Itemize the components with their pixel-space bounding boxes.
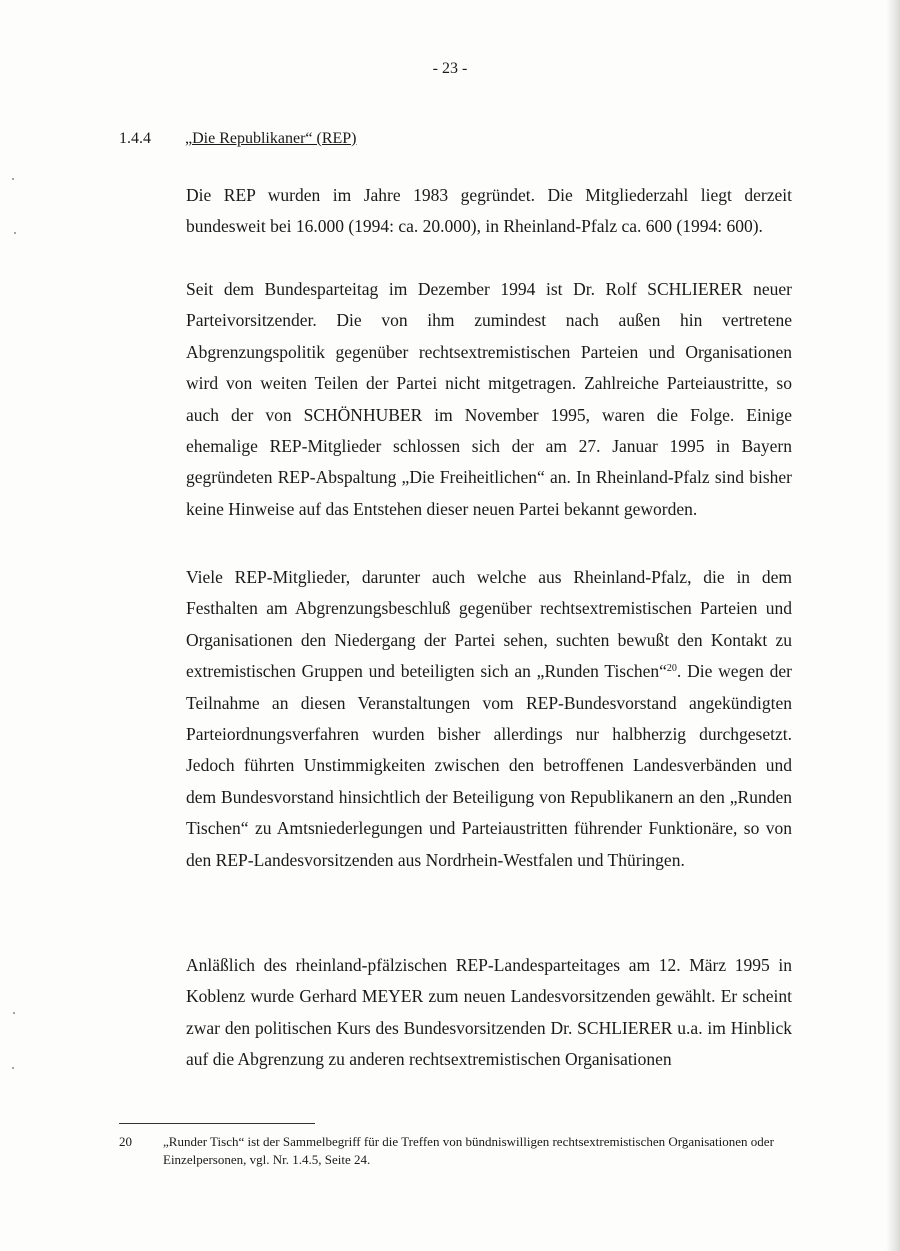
paragraph-state-convention [186,950,792,1076]
scan-speck [14,232,16,234]
paragraph-round-tables [186,562,792,876]
footnote-divider [119,1123,315,1124]
footnote-number: 20 [119,1134,132,1149]
paragraph-text-part: Viele REP-Mitglieder, darunter auch welche aus Rheinland-Pfalz, die in dem Festhalten am Abgrenzungsbeschluß gegenüber rechtsextremistischen Parteien und Organisationen den Niedergang der Partei sehen, suchten bewußt den Kontakt zu extremistischen Gruppen und beteiligten sich an „Runden Tischen“ [186,567,792,682]
paragraph-text: Anläßlich des rheinland-pfälzischen REP-Landesparteitages am 12. März 1995 in Koblenz wurde Gerhard MEYER zum neuen Landesvorsitzenden gewählt. Er scheint zwar den politischen Kurs des Bundesvorsitzenden Dr. SCHLIERER u.a. im Hinblick auf die Abgrenzung zu anderen rechtsextremistischen Organisationen [186,955,792,1070]
paragraph-founding [186,180,792,243]
scan-speck [13,1012,15,1014]
paragraph-text: Seit dem Bundesparteitag im Dezember 1994 ist Dr. Rolf SCHLIERER neuer Parteivorsitzender. Die von ihm zumindest nach außen hin vertretene Abgrenzungspolitik gegenüber rechtsextremistischen Parteien und Organisationen wird von weiten Teilen der Partei nicht mitgetragen. Zahlreiche Parteiaustritte, so auch der von SCHÖNHUBER im November 1995, waren die Folge. Einige ehemalige REP-Mitglieder schlossen sich der am 27. Januar 1995 in Bayern gegründeten REP-Abspaltung „Die Freiheitlichen“ an. In Rheinland-Pfalz sind bisher keine Hinweise auf das Entstehen dieser neuen Partei bekannt geworden. [186,279,792,519]
footnote-text: „Runder Tisch“ ist der Sammelbegriff für die Treffen von bündniswilligen rechtsextremistischen Organisationen oder Einzelpersonen, vgl. Nr. 1.4.5, Seite 24. [163,1134,774,1167]
section-heading [119,130,357,148]
paragraph-text [186,562,792,876]
section-title: „Die Republikaner“ (REP) [185,130,357,147]
paragraph-text-part: . Die wegen der Teilnahme an diesen Veranstaltungen vom REP-Bundesvorstand angekündigten Parteiordnungsverfahren wurden bisher allerdings nur halbherzig durchgesetzt. Jedoch führten Unstimmigkeiten zwischen den betroffenen Landesverbänden und dem Bundesvorstand hinsichtlich der Beteiligung von Republikanern an den „Runden Tischen“ zu Amtsniederlegungen und Parteiaustritten führender Funktionäre, so von den REP-Landesvorsitzenden aus Nordrhein-Westfalen und Thüringen. [186,661,792,870]
section-number: 1.4.4 [119,130,151,147]
page-number: - 23 - [432,60,468,77]
scan-edge-shadow [886,0,900,1251]
footnote-reference: 20 [666,663,677,675]
paragraph-text: Die REP wurden im Jahre 1983 gegründet. Die Mitgliederzahl liegt derzeit bundesweit bei 16.000 (1994: ca. 20.000), in Rheinland-Pfalz ca. 600 (1994: 600). [186,185,792,237]
paragraph-party-chair [186,274,792,525]
scan-speck [12,1067,14,1069]
scan-speck [12,178,14,180]
